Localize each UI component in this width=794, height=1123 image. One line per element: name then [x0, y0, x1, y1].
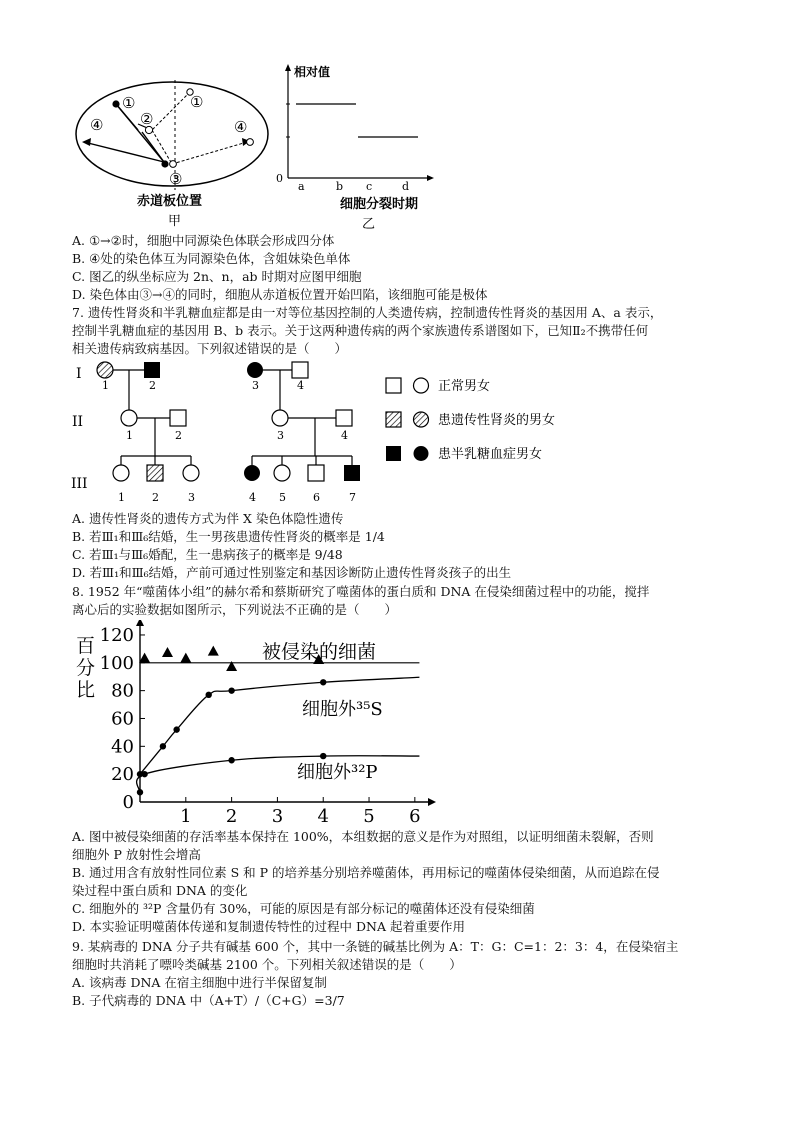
legend-nephritis-label: 患遗传性肾炎的男女 — [438, 413, 556, 428]
bacteria-point — [208, 646, 219, 656]
s35-point — [160, 743, 166, 749]
q9-stem-1: 9. 某病毒的 DNA 分子共有碱基 600 个，其中一条链的碱基比例为 A：T：G：C=1：2：3：4，在侵染宿主 — [72, 939, 679, 954]
q8-option-d: D. 本实验证明噬菌体传递和复制遗传特性的过程中 DNA 起着重要作用 — [72, 919, 465, 934]
legend-nephritis-male — [386, 412, 401, 427]
legend-normal-label: 正常男女 — [438, 379, 491, 394]
figure-yi — [272, 60, 442, 234]
legend-normal-female — [414, 378, 429, 393]
chart-ylabel-1: 百 — [76, 635, 96, 657]
q7-option-c: C. 若Ⅲ₁与Ⅲ₆婚配，生一患病孩子的概率是 9/48 — [72, 547, 343, 562]
num-iii3: 3 — [188, 491, 195, 504]
q8-option-b-1: B. 通过用含有放射性同位素 S 和 P 的培养基分别培养噬菌体，再用标记的噬菌体侵染细菌，从而追踪在侵 — [72, 865, 660, 880]
q6-option-d: D. 染色体由③→④的同时，细胞从赤道板位置开始凹陷，该细胞可能是极体 — [72, 287, 488, 302]
yi-zero: 0 — [276, 172, 283, 185]
label-3: ③ — [169, 170, 183, 188]
gen-i: I — [76, 366, 82, 382]
legend-nephritis-female — [414, 412, 429, 427]
series-label-s35: 细胞外³⁵S — [302, 699, 383, 720]
s35-point — [320, 679, 326, 685]
num-iii1: 1 — [118, 491, 125, 504]
yi-tick-d: d — [402, 180, 410, 193]
y-tick-label: 60 — [111, 708, 134, 730]
p32-point — [137, 789, 143, 795]
series-label-p32: 细胞外³²P — [297, 762, 378, 783]
y-tick-label: 80 — [111, 680, 134, 702]
phage-chart — [72, 620, 442, 825]
num-iii5: 5 — [279, 491, 286, 504]
y-tick-label: 100 — [99, 652, 134, 674]
legend-galactosemia-label: 患半乳糖血症男女 — [438, 447, 543, 462]
x-tick-label: 5 — [363, 806, 375, 825]
num-i1: 1 — [102, 379, 109, 392]
label-4b: ④ — [234, 118, 248, 136]
q8-option-c: C. 细胞外的 ³²P 含量仍有 30%，可能的原因是有部分标记的噬菌体还没有侵染细菌 — [72, 901, 535, 916]
q7-option-b: B. 若Ⅲ₁和Ⅲ₆结婚，生一男孩患遗传性肾炎的概率是 1/4 — [72, 529, 385, 544]
q6-option-b: B. ④处的染色体互为同源染色体，含姐妹染色单体 — [72, 251, 351, 266]
q7-stem-2: 控制半乳糖血症的基因用 B、b 表示。关于这两种遗传病的两个家族遗传系谱图如下，已知Ⅱ₂不携带任何 — [72, 323, 649, 338]
gen-iii: III — [71, 476, 88, 492]
gen-ii: II — [72, 414, 84, 430]
legend-galactosemia-female — [414, 446, 429, 461]
yi-name: 乙 — [362, 217, 376, 232]
yi-tick-a: a — [298, 180, 305, 193]
num-i2: 2 — [149, 379, 156, 392]
num-i3: 3 — [252, 379, 259, 392]
y-tick-label: 20 — [111, 764, 134, 786]
y-tick-label: 0 — [122, 792, 134, 813]
q8-option-a-2: 细胞外 P 放射性会增高 — [72, 847, 201, 862]
yi-ylabel: 相对值 — [294, 65, 331, 79]
chart-ylabel-3: 比 — [76, 679, 96, 701]
num-ii3: 3 — [277, 429, 284, 442]
q6-option-a: A. ①→②时，细胞中同源染色体联会形成四分体 — [72, 233, 335, 248]
q8-option-a-1: A. 图中被侵染细菌的存活率基本保持在 100%，本组数据的意义是作为对照组，以证明细菌未裂解，否则 — [72, 829, 654, 844]
y-tick-label: 120 — [99, 624, 134, 646]
label-2: ② — [140, 110, 154, 128]
chart-ylabel-2: 分 — [76, 657, 96, 679]
num-ii4: 4 — [341, 429, 348, 442]
q7-stem-3: 相关遗传病致病基因。下列叙述错误的是（ ） — [72, 341, 348, 356]
num-iii2: 2 — [152, 491, 159, 504]
q9-option-b: B. 子代病毒的 DNA 中（A+T）/（C+G）=3/7 — [72, 993, 345, 1008]
num-iii7: 7 — [349, 491, 356, 504]
q8-option-b-2: 染过程中蛋白质和 DNA 的变化 — [72, 883, 248, 898]
label-4a: ④ — [90, 116, 104, 134]
legend-normal-male — [386, 378, 401, 393]
bacteria-point — [139, 653, 150, 663]
p32-point — [141, 771, 147, 777]
num-i4: 4 — [297, 379, 304, 392]
figure-jia — [72, 72, 282, 232]
pedigree-chart — [70, 356, 590, 508]
bacteria-point — [180, 653, 191, 663]
bacteria-point — [162, 647, 173, 657]
s35-point — [173, 726, 179, 732]
label-1a: ① — [122, 94, 136, 112]
jia-name: 甲 — [168, 214, 182, 229]
y-tick-label: 40 — [111, 736, 134, 758]
num-ii1: 1 — [126, 429, 133, 442]
q8-stem-2: 离心后的实验数据如图所示，下列说法不正确的是（ ） — [72, 602, 398, 617]
q9-option-a: A. 该病毒 DNA 在宿主细胞中进行半保留复制 — [72, 975, 327, 990]
x-tick-label: 4 — [317, 806, 329, 825]
num-iii6: 6 — [313, 491, 320, 504]
x-tick-label: 3 — [271, 806, 284, 825]
q7-stem-1: 7. 遗传性肾炎和半乳糖血症都是由一对等位基因控制的人类遗传病，控制遗传性肾炎的基因用 A、a 表示， — [72, 305, 663, 320]
yi-tick-c: c — [366, 180, 373, 193]
p32-point — [320, 753, 326, 759]
x-tick-label: 2 — [225, 806, 238, 825]
series-label-bacteria: 被侵染的细菌 — [262, 641, 377, 663]
jia-caption: 赤道板位置 — [137, 194, 203, 209]
num-iii4: 4 — [249, 491, 256, 504]
s35-point — [206, 692, 212, 698]
s35-point — [228, 687, 234, 693]
legend-galactosemia-male — [386, 446, 401, 461]
s35-line — [140, 677, 419, 774]
x-axis-arrow — [428, 798, 436, 806]
q8-stem-1: 8. 1952 年“噬菌体小组”的赫尔希和蔡斯研究了噬菌体的蛋白质和 DNA 在侵染细菌过程中的功能，搅拌 — [72, 584, 650, 599]
x-tick-label: 6 — [409, 806, 421, 825]
yi-tick-b: b — [336, 180, 344, 193]
q7-option-d: D. 若Ⅲ₁和Ⅲ₆结婚，产前可通过性别鉴定和基因诊断防止遗传性肾炎孩子的出生 — [72, 565, 512, 580]
q9-stem-2: 细胞时共消耗了嘌呤类碱基 2100 个。下列相关叙述错误的是（ ） — [72, 957, 462, 972]
num-ii2: 2 — [175, 429, 182, 442]
q6-option-c: C. 图乙的纵坐标应为 2n、n，ab 时期对应图甲细胞 — [72, 269, 362, 284]
q7-option-a: A. 遗传性肾炎的遗传方式为伴 X 染色体隐性遗传 — [72, 511, 344, 526]
x-tick-label: 1 — [180, 806, 192, 825]
p32-point — [228, 757, 234, 763]
yi-caption: 细胞分裂时期 — [340, 197, 419, 212]
y-axis-arrow — [136, 620, 144, 626]
label-1b: ① — [190, 93, 204, 111]
